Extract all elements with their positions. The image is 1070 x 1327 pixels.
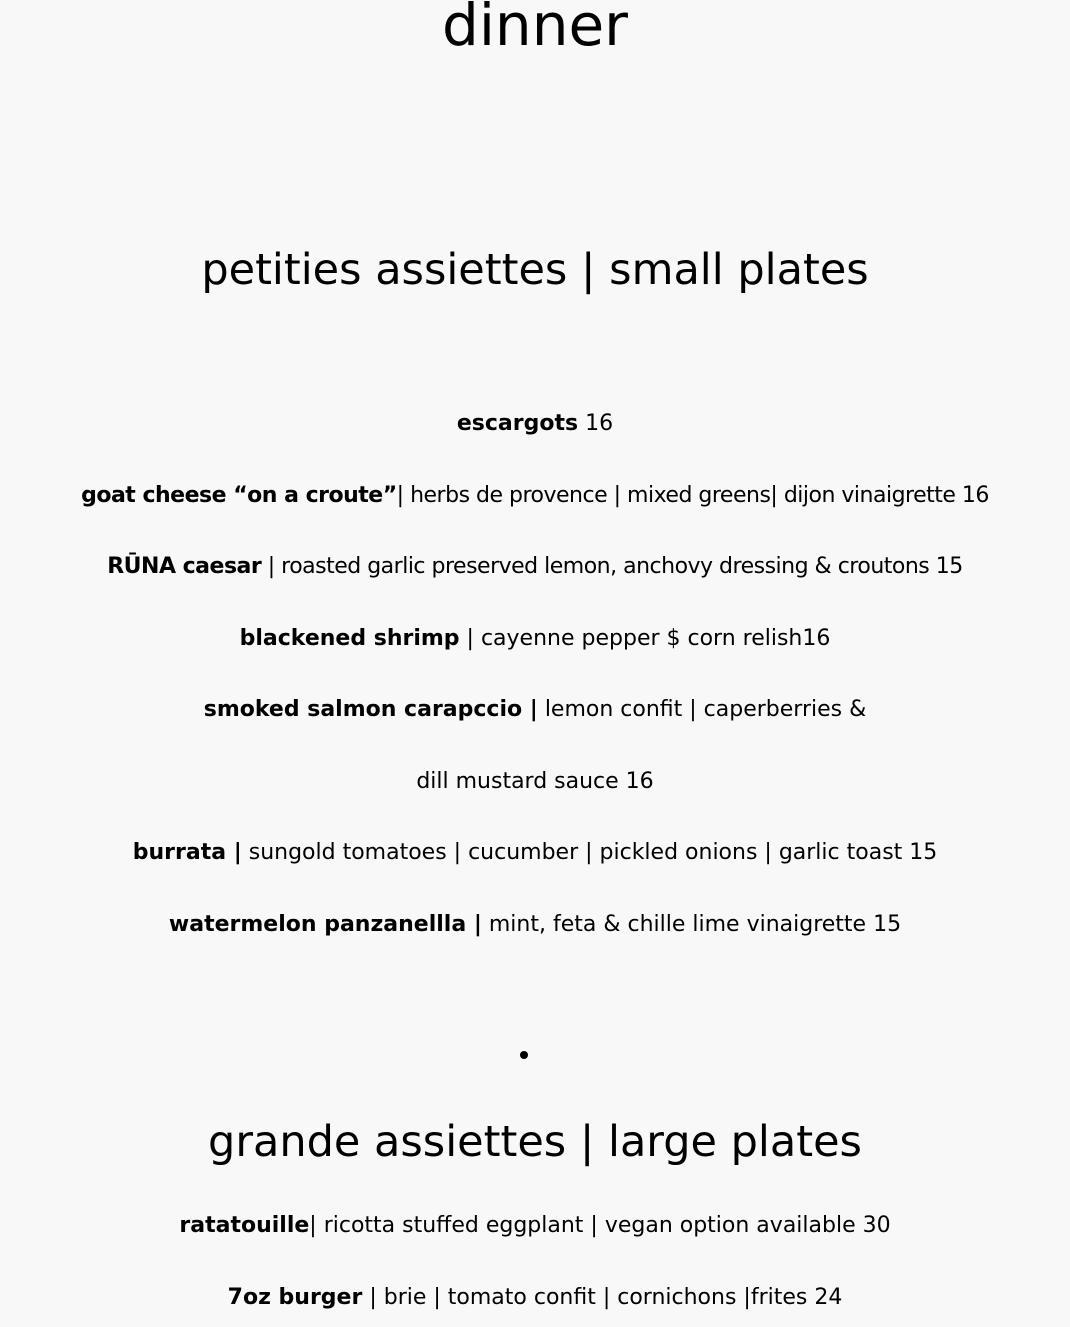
item-desc: | ricotta stuffed eggplant | vegan option available 30 [309, 1213, 891, 1238]
item-desc: 16 [578, 411, 614, 436]
menu-item [0, 695, 1070, 725]
item-name: blackened shrimp [239, 626, 460, 651]
section-heading-small-plates: petities assiettes | small plates [201, 245, 869, 295]
item-desc: sungold tomatoes | cucumber | pickled onions | garlic toast 15 [241, 840, 938, 865]
menu-item [0, 910, 1070, 940]
menu-item-continuation [0, 767, 1070, 797]
item-name: goat cheese “on a croute” [81, 483, 397, 508]
item-name: burrata | [132, 840, 242, 865]
menu-item [0, 481, 1070, 511]
item-name: smoked salmon carapccio | [203, 697, 538, 722]
item-name: RŪNA caesar [107, 554, 262, 579]
menu-item [0, 1283, 1070, 1313]
menu-item [0, 624, 1070, 654]
item-desc: dill mustard sauce 16 [416, 769, 654, 794]
item-desc: | brie | tomato confit | cornichons |frites 24 [362, 1285, 843, 1310]
page-title: dinner [442, 0, 628, 59]
item-desc: lemon confit | caperberries & [537, 697, 867, 722]
menu-item [0, 838, 1070, 868]
item-name: ratatouille [179, 1213, 310, 1238]
item-name: watermelon panzanellla | [168, 912, 482, 937]
item-name: escargots [456, 411, 579, 436]
item-desc: mint, feta & chille lime vinaigrette 15 [481, 912, 902, 937]
menu-item [0, 1211, 1070, 1241]
item-desc: | herbs de provence | mixed greens| dijon vinaigrette 16 [396, 483, 989, 508]
item-desc: | cayenne pepper $ corn relish16 [459, 626, 831, 651]
item-name: 7oz burger [227, 1285, 363, 1310]
menu-item [0, 552, 1070, 582]
bullet-divider [520, 1051, 528, 1059]
section-heading-large-plates: grande assiettes | large plates [208, 1117, 862, 1167]
item-desc: | roasted garlic preserved lemon, anchovy dressing & croutons 15 [261, 554, 963, 579]
menu-item [0, 409, 1070, 439]
